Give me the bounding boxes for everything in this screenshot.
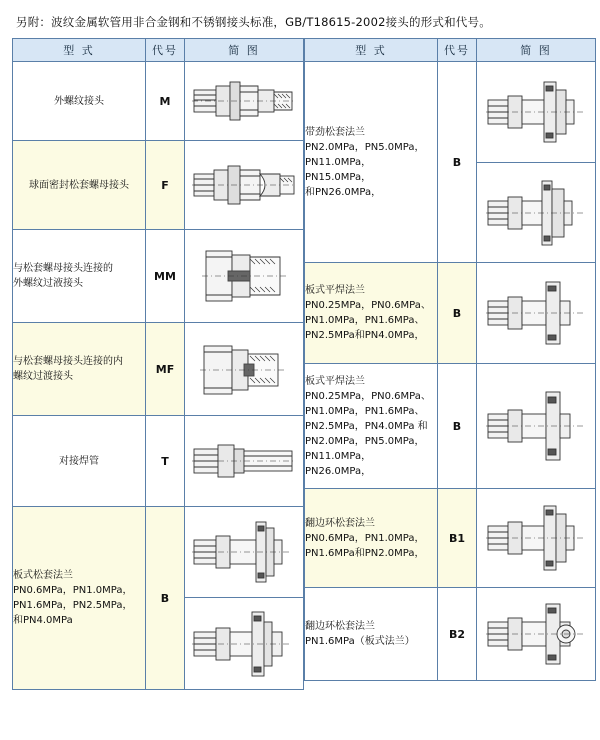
left-table-head: [13, 39, 304, 62]
row-code-cell: B: [438, 263, 477, 364]
table-row: [13, 507, 304, 690]
row-type-cell: 与松套螺母接头连接的 外螺纹过液接头: [13, 230, 146, 323]
table-row: [305, 364, 596, 489]
table-row: [13, 416, 304, 507]
spherical-seal-union-nut-figure: [185, 148, 303, 222]
butt-weld-pipe-figure: [185, 423, 303, 499]
left-table-body: [13, 62, 304, 690]
row-code-cell: B2: [438, 588, 477, 681]
header-code: 代号: [146, 39, 185, 62]
row-type-cell: 翻边环松套法兰 PN1.6MPa（板式法兰）: [305, 588, 438, 681]
left-spec-table: [12, 38, 304, 690]
table-row: [305, 489, 596, 588]
figure-slot-bottom: [185, 598, 303, 689]
external-thread-transition-figure: [185, 237, 303, 315]
header-type: 型 式: [13, 39, 146, 62]
right-table-body: [305, 62, 596, 681]
plate-loose-flange-figure-a: [188, 510, 300, 594]
table-row: [305, 588, 596, 681]
row-code-cell: B: [438, 364, 477, 489]
row-type-cell: 对接焊管: [13, 416, 146, 507]
header-code: 代号: [438, 39, 477, 62]
figure-slot-bottom: [477, 163, 595, 262]
row-figure-cell: [477, 62, 596, 263]
table-header-row: [13, 39, 304, 62]
plate-flat-weld-flange-figure: [477, 268, 595, 358]
tables-container: [12, 38, 588, 690]
row-figure-cell: [185, 507, 304, 690]
row-type-cell: 板式松套法兰 PN0.6MPa，PN1.0MPa， PN1.6MPa，PN2.5MPa， 和PN4.0MPa: [13, 507, 146, 690]
figure-slot-top: [477, 62, 595, 163]
row-code-cell: MF: [146, 323, 185, 416]
table-row: [305, 263, 596, 364]
ribbed-loose-flange-figure-a: [480, 66, 592, 158]
row-figure-cell: [477, 489, 596, 588]
lap-joint-flange-figure: [477, 494, 595, 582]
row-code-cell: B: [438, 62, 477, 263]
row-code-cell: M: [146, 62, 185, 141]
right-table-head: [305, 39, 596, 62]
right-spec-table: [304, 38, 596, 681]
row-figure-cell: [185, 416, 304, 507]
row-figure-cell: [477, 364, 596, 489]
figure-slot-top: [185, 507, 303, 598]
ribbed-loose-flange-figure-b: [480, 167, 592, 259]
row-figure-cell: [185, 141, 304, 230]
table-row: [13, 62, 304, 141]
row-type-cell: 外螺纹接头: [13, 62, 146, 141]
row-type-cell: 球面密封松套螺母接头: [13, 141, 146, 230]
internal-thread-transition-figure: [185, 330, 303, 408]
table-row: [13, 141, 304, 230]
row-figure-cell: [477, 588, 596, 681]
row-type-cell: 翻边环松套法兰 PN0.6MPa，PN1.0MPa， PN1.6MPa和PN2.0MPa，: [305, 489, 438, 588]
row-figure-cell: [185, 62, 304, 141]
row-code-cell: T: [146, 416, 185, 507]
row-type-cell: 板式平焊法兰 PN0.25MPa，PN0.6MPa、 PN1.0MPa，PN1.6MPa、 PN2.5MPa和PN4.0MPa，: [305, 263, 438, 364]
row-type-cell: 带劲松套法兰 PN2.0MPa，PN5.0MPa， PN11.0MPa，PN15.0MPa， 和PN26.0MPa，: [305, 62, 438, 263]
table-header-row: [305, 39, 596, 62]
row-type-cell: 与松套螺母接头连接的内 螺纹过渡接头: [13, 323, 146, 416]
lap-joint-flange-plate-figure: [477, 592, 595, 676]
table-row: [13, 323, 304, 416]
header-figure: 简 图: [477, 39, 596, 62]
header-figure: 简 图: [185, 39, 304, 62]
male-thread-fitting-figure: [185, 68, 303, 134]
row-figure-cell: [185, 323, 304, 416]
row-code-cell: MM: [146, 230, 185, 323]
row-type-cell: 板式平焊法兰 PN0.25MPa，PN0.6MPa、 PN1.0MPa，PN1.6MPa、 PN2.5MPa，PN4.0MPa 和 PN2.0MPa，PN5.0MPa， PN11.0MPa，PN26.0MPa，: [305, 364, 438, 489]
row-figure-cell: [477, 263, 596, 364]
row-code-cell: B1: [438, 489, 477, 588]
plate-loose-flange-figure-b: [188, 602, 300, 686]
table-row: [305, 62, 596, 263]
row-figure-cell: [185, 230, 304, 323]
header-type: 型 式: [305, 39, 438, 62]
row-code-cell: F: [146, 141, 185, 230]
plate-flat-weld-flange-figure-2: [477, 370, 595, 482]
table-row: [13, 230, 304, 323]
row-code-cell: B: [146, 507, 185, 690]
page-title: 另附：波纹金属软管用非合金钢和不锈钢接头标准，GB/T18615-2002接头的形式和代号。: [16, 15, 491, 29]
